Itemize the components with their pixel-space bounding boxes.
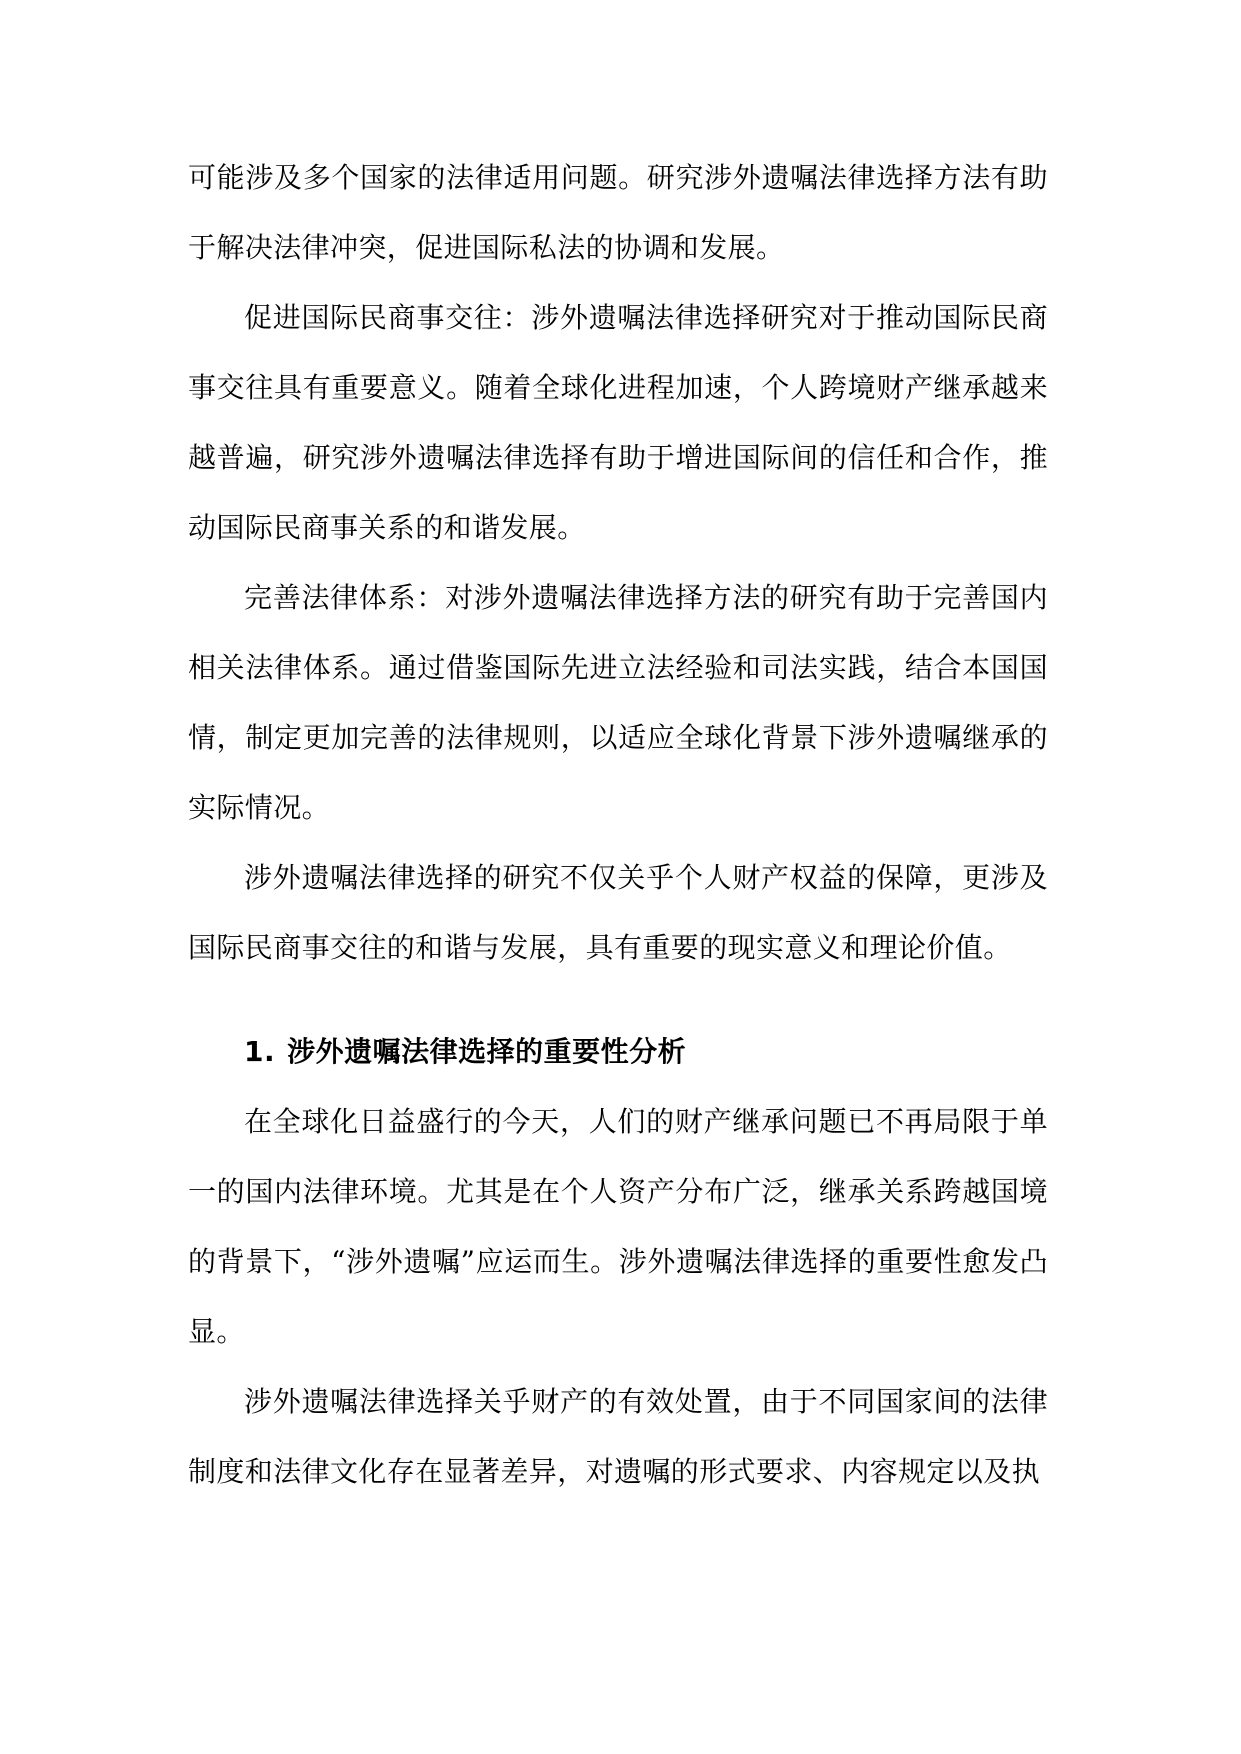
paragraph-globalization: 在全球化日益盛行的今天，人们的财产继承问题已不再局限于单一的国内法律环境。尤其是在个人资产分布广泛，继承关系跨越国境的背景下，“涉外遗嘱”应运而生。涉外遗嘱法律选择的重要性愈发凸显。 bbox=[188, 1105, 1048, 1348]
section-heading bbox=[188, 1017, 1048, 1087]
paragraph-legal-system: 完善法律体系：对涉外遗嘱法律选择方法的研究有助于完善国内相关法律体系。通过借鉴国际先进立法经验和司法实践，结合本国国情，制定更加完善的法律规则，以适应全球化背景下涉外遗嘱继承的实际情况。 bbox=[188, 581, 1048, 824]
paragraph-summary: 涉外遗嘱法律选择的研究不仅关乎个人财产权益的保障，更涉及国际民商事交往的和谐与发展，具有重要的现实意义和理论价值。 bbox=[188, 861, 1048, 964]
section-number: 1. bbox=[244, 1035, 276, 1068]
paragraph-property-disposal: 涉外遗嘱法律选择关乎财产的有效处置，由于不同国家间的法律制度和法律文化存在显著差异，对遗嘱的形式要求、内容规定以及执 bbox=[188, 1385, 1048, 1488]
paragraph-international-exchange: 促进国际民商事交往：涉外遗嘱法律选择研究对于推动国际民商事交往具有重要意义。随着全球化进程加速，个人跨境财产继承越来越普遍，研究涉外遗嘱法律选择有助于增进国际间的信任和合作，推动国际民商事关系的和谐发展。 bbox=[188, 301, 1048, 544]
heading-spacer bbox=[188, 983, 1048, 1017]
section-title: 涉外遗嘱法律选择的重要性分析 bbox=[287, 1035, 687, 1068]
paragraph-continuation: 可能涉及多个国家的法律适用问题。研究涉外遗嘱法律选择方法有助于解决法律冲突，促进国际私法的协调和发展。 bbox=[188, 161, 1048, 264]
document-body bbox=[188, 143, 1048, 1507]
